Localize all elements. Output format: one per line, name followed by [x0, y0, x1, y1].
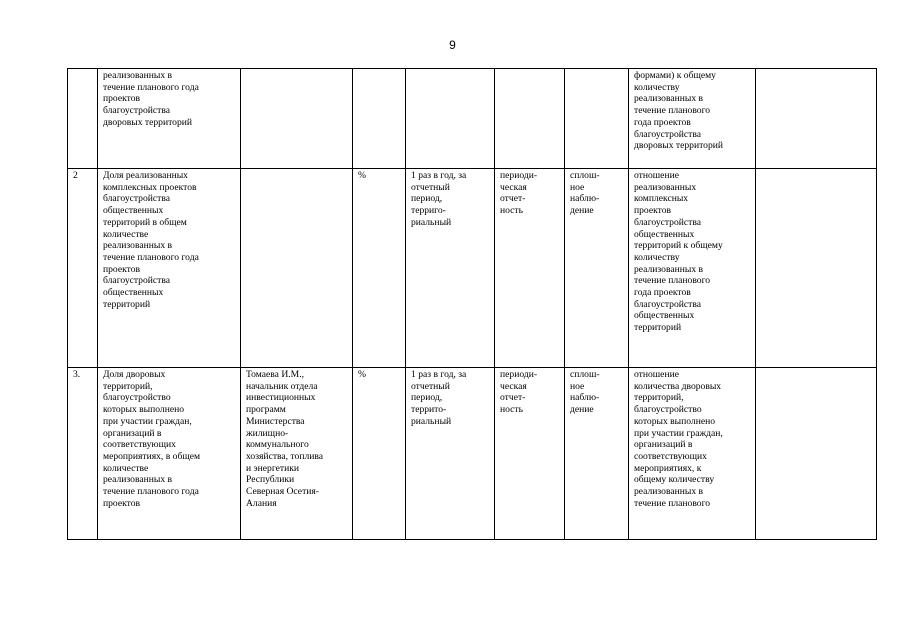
frequency-cell: 1 раз в год, за отчетный период, терриго- риальный	[406, 169, 495, 368]
unit-cell: %	[353, 368, 406, 540]
responsible-cell	[241, 69, 353, 169]
extra-cell	[756, 69, 877, 169]
indicators-table	[67, 68, 877, 540]
indicator-name-cell: Доля реализованных комплексных проектов благоустройства общественных территорий в общем количестве реализованных в течение планового года проектов благоустройства общественных территорий	[98, 169, 241, 368]
row-number-cell: 3.	[68, 368, 98, 540]
page-number: 9	[449, 38, 456, 52]
observation-method-cell	[565, 69, 629, 169]
extra-cell	[756, 368, 877, 540]
row-number-cell	[68, 69, 98, 169]
calculation-algorithm-cell: отношение реализованных комплексных проектов благоустройства общественных территорий к общему количеству реализованных в течение планового года проектов благоустройства общественных территорий	[629, 169, 756, 368]
responsible-cell: Томаева И.М., начальник отдела инвестиционных программ Министерства жилищно- коммунального хозяйства, топлива и энергетики Республики Северная Осетия- Алания	[241, 368, 353, 540]
reporting-form-cell	[495, 69, 565, 169]
responsible-cell	[241, 169, 353, 368]
unit-cell	[353, 69, 406, 169]
table-row	[68, 69, 877, 169]
indicator-name-cell: Доля дворовых территорий, благоустройство которых выполнено при участии граждан, организаций в соответствующих мероприятиях, в общем количестве реализованных в течение планового года проектов	[98, 368, 241, 540]
table-row	[68, 368, 877, 540]
observation-method-cell: сплош- ное наблю- дение	[565, 169, 629, 368]
reporting-form-cell: периоди- ческая отчет- ность	[495, 368, 565, 540]
row-number-cell: 2	[68, 169, 98, 368]
calculation-algorithm-cell: отношение количества дворовых территорий, благоустройство которых выполнено при участии граждан, организаций в соответствующих мероприятиях, к общему количеству реализованных в течение планового	[629, 368, 756, 540]
extra-cell	[756, 169, 877, 368]
frequency-cell: 1 раз в год, за отчетный период, террито- риальный	[406, 368, 495, 540]
unit-cell: %	[353, 169, 406, 368]
reporting-form-cell: периоди- ческая отчет- ность	[495, 169, 565, 368]
table-row	[68, 169, 877, 368]
observation-method-cell: сплош- ное наблю- дение	[565, 368, 629, 540]
calculation-algorithm-cell: формами) к общему количеству реализованных в течение планового года проектов благоустройства дворовых территорий	[629, 69, 756, 169]
frequency-cell	[406, 69, 495, 169]
indicator-name-cell: реализованных в течение планового года проектов благоустройства дворовых территорий	[98, 69, 241, 169]
